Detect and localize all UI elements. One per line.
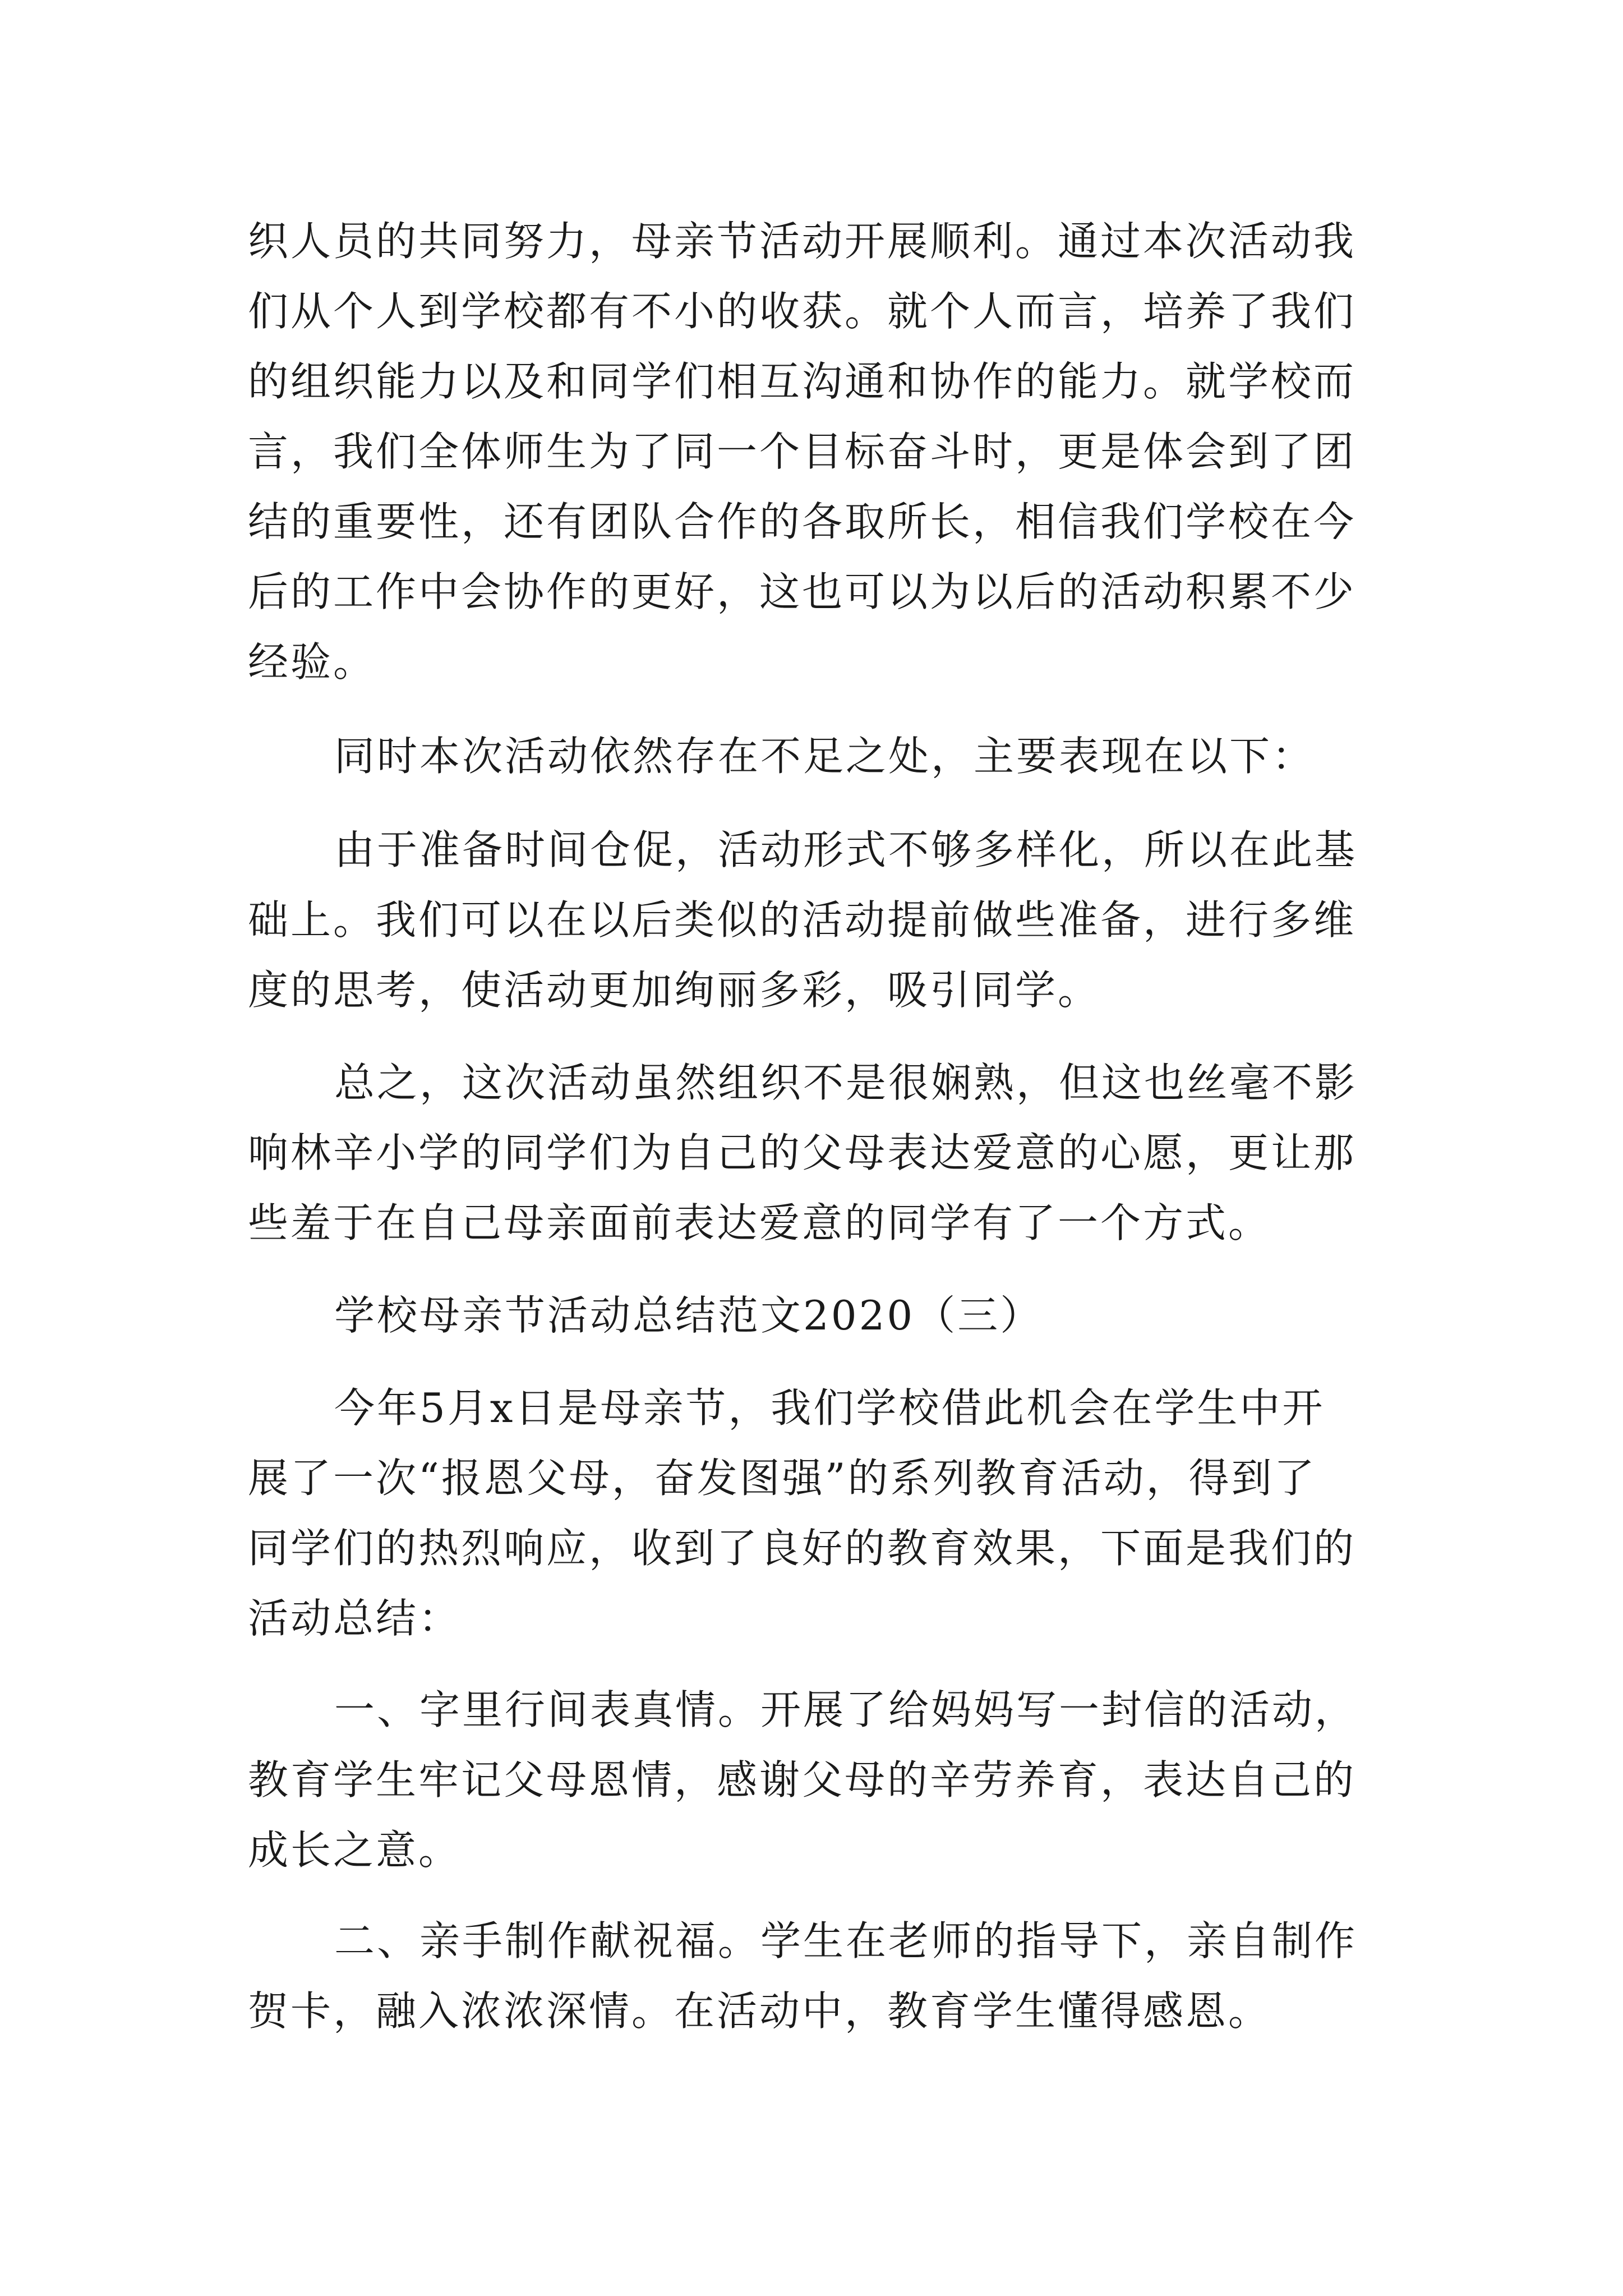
text-line: 经验。 — [248, 638, 376, 685]
section-heading: 学校母亲节活动总结范文2020（三） — [334, 1292, 1043, 1339]
text-line: 贺卡，融入浓浓深情。在活动中，教育学生懂得感恩。 — [248, 1987, 1271, 2035]
text-line: 响林辛小学的同学们为自己的父母表达爱意的心愿，更让那 — [248, 1129, 1357, 1176]
paragraph-first-line: 二、亲手制作献祝福。学生在老师的指导下，亲自制作 — [334, 1917, 1358, 1964]
text-line: 同学们的热烈响应，收到了良好的教育效果，下面是我们的 — [248, 1525, 1357, 1572]
paragraph-first-line: 由于准备时间仓促，活动形式不够多样化，所以在此基 — [334, 826, 1358, 873]
paragraph-first-line: 同时本次活动依然存在不足之处，主要表现在以下： — [334, 733, 1315, 780]
text-line: 成长之意。 — [248, 1826, 462, 1874]
text-line: 后的工作中会协作的更好，这也可以为以后的活动积累不少 — [248, 568, 1357, 615]
text-line: 的组织能力以及和同学们相互沟通和协作的能力。就学校而 — [248, 358, 1357, 405]
text-line: 础上。我们可以在以后类似的活动提前做些准备，进行多维 — [248, 896, 1357, 944]
text-line: 言，我们全体师生为了同一个目标奋斗时，更是体会到了团 — [248, 428, 1357, 475]
text-line: 结的重要性，还有团队合作的各取所长，相信我们学校在今 — [248, 498, 1357, 545]
text-line: 些羞于在自己母亲面前表达爱意的同学有了一个方式。 — [248, 1199, 1271, 1246]
text-line: 活动总结： — [248, 1595, 462, 1642]
paragraph-first-line: 今年5月x日是母亲节，我们学校借此机会在学生中开 — [334, 1384, 1325, 1432]
text-line: 度的思考，使活动更加绚丽多彩，吸引同学。 — [248, 967, 1101, 1014]
paragraph-first-line: 总之，这次活动虽然组织不是很娴熟，但这也丝毫不影 — [334, 1059, 1358, 1106]
text-line: 织人员的共同努力，母亲节活动开展顺利。通过本次活动我 — [248, 218, 1357, 265]
paragraph-first-line: 一、字里行间表真情。开展了给妈妈写一封信的活动， — [334, 1686, 1358, 1733]
text-line: 展了一次“报恩父母，奋发图强”的系列教育活动，得到了 — [248, 1455, 1317, 1502]
text-line: 教育学生牢记父母恩情，感谢父母的辛劳养育，表达自己的 — [248, 1756, 1357, 1803]
text-line: 们从个人到学校都有不小的收获。就个人而言，培养了我们 — [248, 288, 1357, 335]
